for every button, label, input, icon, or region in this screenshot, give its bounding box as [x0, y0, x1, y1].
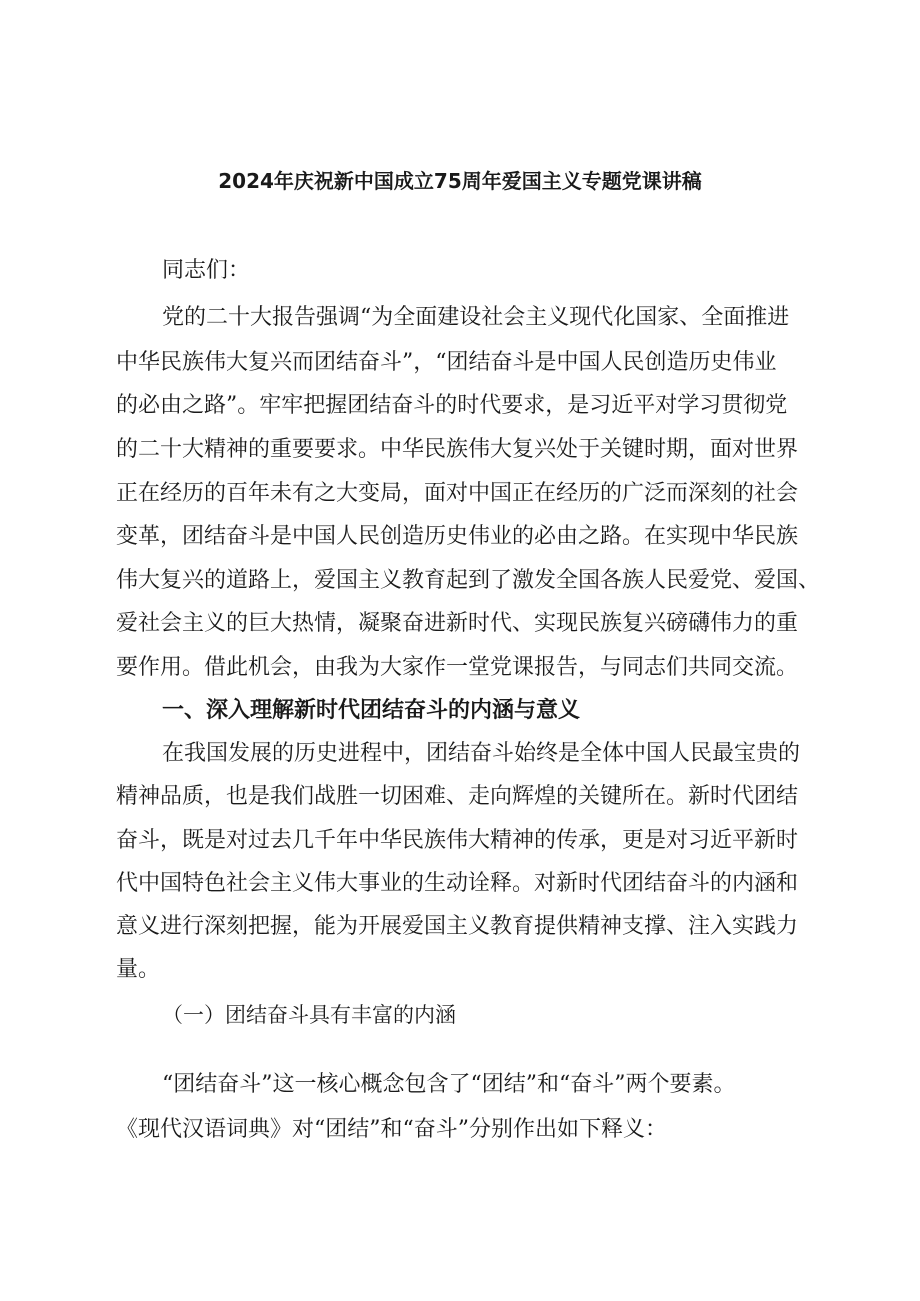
paragraph-line: 精神品质，也是我们战胜一切困难、走向辉煌的关键所在。新时代团结: [116, 784, 799, 809]
paragraph-line: 变革，团结奋斗是中国人民创造历史伟业的必由之路。在实现中华民族: [116, 524, 799, 549]
paragraph-line: 《现代汉语词典》对“团结”和“奋斗”分别作出如下释义：: [116, 1117, 667, 1142]
paragraph-line: 爱社会主义的巨大热情，凝聚奋进新时代、实现民族复兴磅礴伟力的重: [116, 611, 799, 636]
section-heading: 一、深入理解新时代团结奋斗的内涵与意义: [162, 698, 581, 723]
paragraph-line: 的必由之路”。牢牢把握团结奋斗的时代要求，是习近平对学习贯彻党: [116, 393, 788, 418]
paragraph-line: 正在经历的百年未有之大变局，面对中国正在经历的广泛而深刻的社会: [116, 481, 799, 506]
paragraph-line: 中华民族伟大复兴而团结奋斗”，“团结奋斗是中国人民创造历史伟业: [116, 350, 777, 375]
paragraph-line: 量。: [116, 957, 161, 982]
document-title: 2024年庆祝新中国成立75周年爱国主义专题党课讲稿: [218, 169, 702, 193]
paragraph-line: 代中国特色社会主义伟大事业的生动诠释。对新时代团结奋斗的内涵和: [116, 871, 799, 896]
paragraph-line: 在我国发展的历史进程中，团结奋斗始终是全体中国人民最宝贵的: [162, 741, 801, 766]
paragraph-line: “团结奋斗”这一核心概念包含了“团结”和“奋斗”两个要素。: [162, 1072, 736, 1097]
subsection-heading: （一）团结奋斗具有丰富的内涵: [162, 1003, 456, 1027]
salutation: 同志们：: [162, 258, 251, 283]
paragraph-line: 党的二十大报告强调“为全面建设社会主义现代化国家、全面推进: [162, 305, 790, 330]
paragraph-line: 意义进行深刻把握，能为开展爱国主义教育提供精神支撑、注入实践力: [116, 914, 799, 939]
paragraph-line: 的二十大精神的重要要求。中华民族伟大复兴处于关键时期，面对世界: [116, 437, 799, 462]
paragraph-line: 奋斗，既是对过去几千年中华民族伟大精神的传承，更是对习近平新时: [116, 828, 799, 853]
paragraph-line: 伟大复兴的道路上，爱国主义教育起到了激发全国各族人民爱党、爱国、: [116, 568, 821, 593]
paragraph-line: 要作用。借此机会，由我为大家作一堂党课报告，与同志们共同交流。: [116, 655, 799, 680]
